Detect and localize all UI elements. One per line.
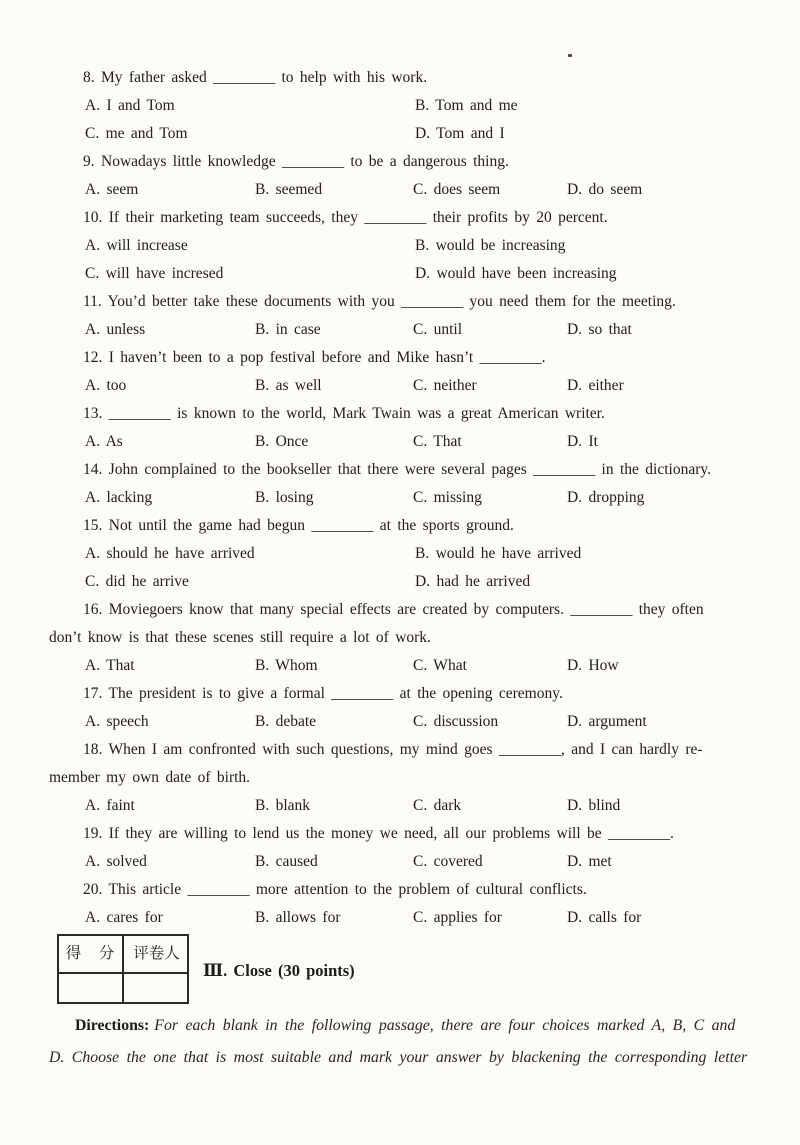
option-item: D. It xyxy=(567,433,598,450)
question-text-line: 9. Nowadays little knowledge ________ to be a dangerous thing. xyxy=(83,153,509,170)
option-item: B. losing xyxy=(255,489,314,506)
question-block xyxy=(49,876,749,932)
option-item: B. would be increasing xyxy=(415,237,566,254)
questions-container xyxy=(49,64,749,932)
option-item: A. That xyxy=(85,657,135,674)
option-item: A. faint xyxy=(85,797,135,814)
question-text-line: 11. You’d better take these documents with you ________ you need them for the meeting. xyxy=(83,293,676,310)
option-item: C. What xyxy=(413,657,467,674)
option-item: C. me and Tom xyxy=(85,125,188,142)
options-row xyxy=(49,540,749,568)
score-box xyxy=(57,934,189,1004)
question-block xyxy=(49,512,749,596)
option-item: B. debate xyxy=(255,713,317,730)
question-text-line: 14. John complained to the bookseller that there were several pages ________ in the dictionary. xyxy=(83,461,711,478)
option-item: A. cares for xyxy=(85,909,163,926)
question-block xyxy=(49,680,749,736)
option-item: C. until xyxy=(413,321,463,338)
option-item: C. does seem xyxy=(413,181,501,198)
option-item: C. applies for xyxy=(413,909,502,926)
score-label: 得 分 xyxy=(65,945,116,962)
option-item: D. calls for xyxy=(567,909,642,926)
option-item: A. should he have arrived xyxy=(85,545,255,562)
question-text-line: 17. The president is to give a formal ________ at the opening ceremony. xyxy=(83,685,563,702)
option-item: B. blank xyxy=(255,797,311,814)
option-item: D. dropping xyxy=(567,489,645,506)
question-block xyxy=(49,148,749,204)
question-block xyxy=(49,344,749,400)
option-item: C. will have incresed xyxy=(85,265,224,282)
options-row xyxy=(49,848,749,876)
directions-label: Directions: xyxy=(75,1017,150,1034)
question-block xyxy=(49,64,749,148)
question-text-line: 16. Moviegoers know that many special effects are created by computers. ________ they often xyxy=(83,601,704,618)
option-item: B. in case xyxy=(255,321,321,338)
option-item: C. did he arrive xyxy=(85,573,189,590)
options-row xyxy=(49,120,749,148)
option-item: A. too xyxy=(85,377,127,394)
option-item: D. argument xyxy=(567,713,647,730)
option-item: A. lacking xyxy=(85,489,153,506)
option-item: C. dark xyxy=(413,797,462,814)
options-row xyxy=(49,792,749,820)
options-row xyxy=(49,176,749,204)
option-item: A. unless xyxy=(85,321,146,338)
question-block xyxy=(49,400,749,456)
option-item: A. solved xyxy=(85,853,147,870)
question-block xyxy=(49,456,749,512)
option-item: A. I and Tom xyxy=(85,97,175,114)
options-row xyxy=(49,484,749,512)
option-item: D. How xyxy=(567,657,619,674)
option-item: D. Tom and I xyxy=(415,125,505,142)
options-row xyxy=(49,316,749,344)
directions-text: For each blank in the following passage, there are four choices marked A, B, C and xyxy=(154,1017,736,1034)
question-block xyxy=(49,736,749,820)
grader-label: 评卷人 xyxy=(133,945,180,962)
section-title: Ⅲ. Close (30 points) xyxy=(203,961,355,980)
question-text-line: 10. If their marketing team succeeds, they ________ their profits by 20 percent. xyxy=(83,209,608,226)
grader-value-cell xyxy=(124,974,189,1004)
option-item: C. missing xyxy=(413,489,482,506)
option-item: C. That xyxy=(413,433,462,450)
option-item: C. neither xyxy=(413,377,477,394)
option-item: B. would he have arrived xyxy=(415,545,582,562)
option-item: C. discussion xyxy=(413,713,499,730)
option-item: A. speech xyxy=(85,713,149,730)
directions-line xyxy=(49,1010,755,1042)
directions-line: D. Choose the one that is most suitable and mark your answer by blackening the corresponding letter xyxy=(49,1049,748,1066)
question-text-line: 19. If they are willing to lend us the money we need, all our problems will be ________. xyxy=(83,825,674,842)
options-row xyxy=(49,260,749,288)
question-text-line: 12. I haven’t been to a pop festival before and Mike hasn’t ________. xyxy=(83,349,546,366)
question-text-line: 15. Not until the game had begun ________ at the sports ground. xyxy=(83,517,514,534)
options-row xyxy=(49,428,749,456)
option-item: D. so that xyxy=(567,321,632,338)
option-item: B. as well xyxy=(255,377,322,394)
option-item: D. do seem xyxy=(567,181,643,198)
question-block xyxy=(49,596,749,680)
question-block xyxy=(49,820,749,876)
option-item: B. Once xyxy=(255,433,309,450)
option-item: B. seemed xyxy=(255,181,323,198)
option-item: A. seem xyxy=(85,181,139,198)
question-text-line: don’t know is that these scenes still require a lot of work. xyxy=(49,629,431,646)
option-item: B. Tom and me xyxy=(415,97,518,114)
scan-speck xyxy=(568,54,572,57)
option-item: D. met xyxy=(567,853,612,870)
options-row xyxy=(49,232,749,260)
directions-paragraph xyxy=(49,1010,755,1074)
question-text-line: member my own date of birth. xyxy=(49,769,251,786)
option-item: D. had he arrived xyxy=(415,573,531,590)
option-item: B. Whom xyxy=(255,657,318,674)
options-row xyxy=(49,568,749,596)
option-item: B. caused xyxy=(255,853,318,870)
option-item: A. will increase xyxy=(85,237,188,254)
question-block xyxy=(49,204,749,288)
question-text-line: 20. This article ________ more attention to the problem of cultural conflicts. xyxy=(83,881,587,898)
options-row xyxy=(49,372,749,400)
options-row xyxy=(49,92,749,120)
question-text-line: 13. ________ is known to the world, Mark Twain was a great American writer. xyxy=(83,405,605,422)
question-block xyxy=(49,288,749,344)
option-item: D. blind xyxy=(567,797,621,814)
option-item: B. allows for xyxy=(255,909,341,926)
option-item: D. either xyxy=(567,377,624,394)
options-row xyxy=(49,708,749,736)
score-value-cell xyxy=(59,974,122,1004)
question-text-line: 18. When I am confronted with such questions, my mind goes ________, and I can hardly re- xyxy=(83,741,703,758)
option-item: A. As xyxy=(85,433,123,450)
option-item: D. would have been increasing xyxy=(415,265,617,282)
option-item: C. covered xyxy=(413,853,483,870)
question-text-line: 8. My father asked ________ to help with his work. xyxy=(83,69,428,86)
options-row xyxy=(49,652,749,680)
options-row xyxy=(49,904,749,932)
